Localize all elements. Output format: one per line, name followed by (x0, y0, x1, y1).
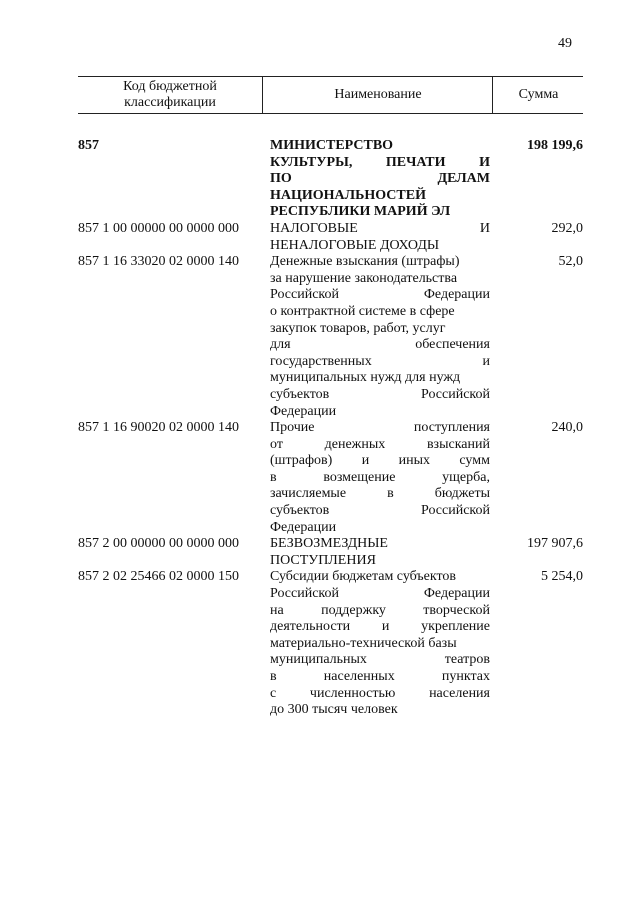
row-code: 857 2 02 25466 02 0000 150 (78, 569, 239, 585)
row-name-line: ПОСТУПЛЕНИЯ (270, 552, 376, 568)
row-name-line: Субсидии бюджетам субъектов (270, 569, 457, 585)
row-name (270, 254, 490, 420)
row-name-line: муниципальных театров (270, 652, 490, 668)
row-name-line: закупок товаров, работ, услуг (270, 320, 446, 336)
row-name-line: (штрафов) и иных сумм (270, 453, 490, 469)
row-name-line: Федерации (270, 519, 337, 535)
row-name-line: субъектов Российской (270, 386, 490, 402)
table-body (78, 138, 583, 719)
row-sum: 5 254,0 (541, 569, 583, 585)
table-row (78, 420, 583, 536)
table-row (78, 138, 583, 221)
row-name (270, 420, 490, 536)
row-name-line: МИНИСТЕРСТВО (270, 138, 394, 153)
row-name-line: Российской Федерации (270, 287, 490, 303)
row-name-line: Денежные взыскания (штрафы) (270, 254, 460, 270)
row-name-line: НАЦИОНАЛЬНОСТЕЙ (270, 187, 426, 203)
row-name-line: КУЛЬТУРЫ, ПЕЧАТИ И (270, 154, 490, 170)
page-number: 49 (558, 36, 572, 51)
row-name-line: с численностью населения (270, 685, 490, 701)
row-name (270, 536, 490, 569)
row-name-line: РЕСПУБЛИКИ МАРИЙ ЭЛ (270, 204, 451, 220)
table-header (78, 76, 583, 114)
table-row (78, 536, 583, 569)
row-name (270, 138, 490, 221)
row-name-line: НЕНАЛОГОВЫЕ ДОХОДЫ (270, 237, 440, 253)
row-name (270, 221, 490, 254)
table-row (78, 254, 583, 420)
row-name-line: Российской Федерации (270, 586, 490, 602)
row-name (270, 569, 490, 718)
header-sum: Сумма (492, 77, 584, 113)
row-code: 857 2 00 00000 00 0000 000 (78, 536, 239, 552)
header-name: Наименование (262, 77, 493, 113)
row-name-line: НАЛОГОВЫЕ И (270, 220, 490, 236)
row-sum: 240,0 (551, 420, 583, 436)
row-name-line: на поддержку творческой (270, 602, 490, 618)
header-code: Код бюджетной классификации (123, 79, 217, 110)
row-sum: 197 907,6 (527, 536, 583, 552)
row-name-line: зачисляемые в бюджеты (270, 486, 490, 502)
row-name-line: для обеспечения (270, 337, 490, 353)
row-code: 857 1 16 90020 02 0000 140 (78, 420, 239, 436)
row-name-line: за нарушение законодательства (270, 270, 458, 286)
table-row (78, 569, 583, 718)
row-code: 857 1 16 33020 02 0000 140 (78, 254, 239, 270)
row-name-line: Федерации (270, 403, 337, 419)
row-name-line: муниципальных нужд для нужд (270, 370, 461, 386)
table-row (78, 221, 583, 254)
row-sum: 292,0 (551, 220, 583, 236)
row-name-line: материально-технической базы (270, 635, 457, 651)
row-name-line: от денежных взысканий (270, 436, 490, 452)
row-code: 857 1 00 00000 00 0000 000 (78, 220, 239, 236)
row-name-line: о контрактной системе в сфере (270, 303, 455, 319)
row-name-line: до 300 тысяч человек (270, 702, 398, 718)
row-name-line: Прочие поступления (270, 420, 490, 436)
row-name-line: в возмещение ущерба, (270, 469, 490, 485)
row-name-line: БЕЗВОЗМЕЗДНЫЕ (270, 536, 388, 552)
row-name-line: деятельности и укрепление (270, 619, 490, 635)
row-sum: 52,0 (558, 254, 583, 270)
row-sum: 198 199,6 (527, 138, 583, 153)
row-name-line: государственных и (270, 353, 490, 369)
row-name-line: субъектов Российской (270, 503, 490, 519)
row-name-line: ПО ДЕЛАМ (270, 171, 490, 187)
row-name-line: в населенных пунктах (270, 669, 490, 684)
row-code: 857 (78, 138, 99, 153)
